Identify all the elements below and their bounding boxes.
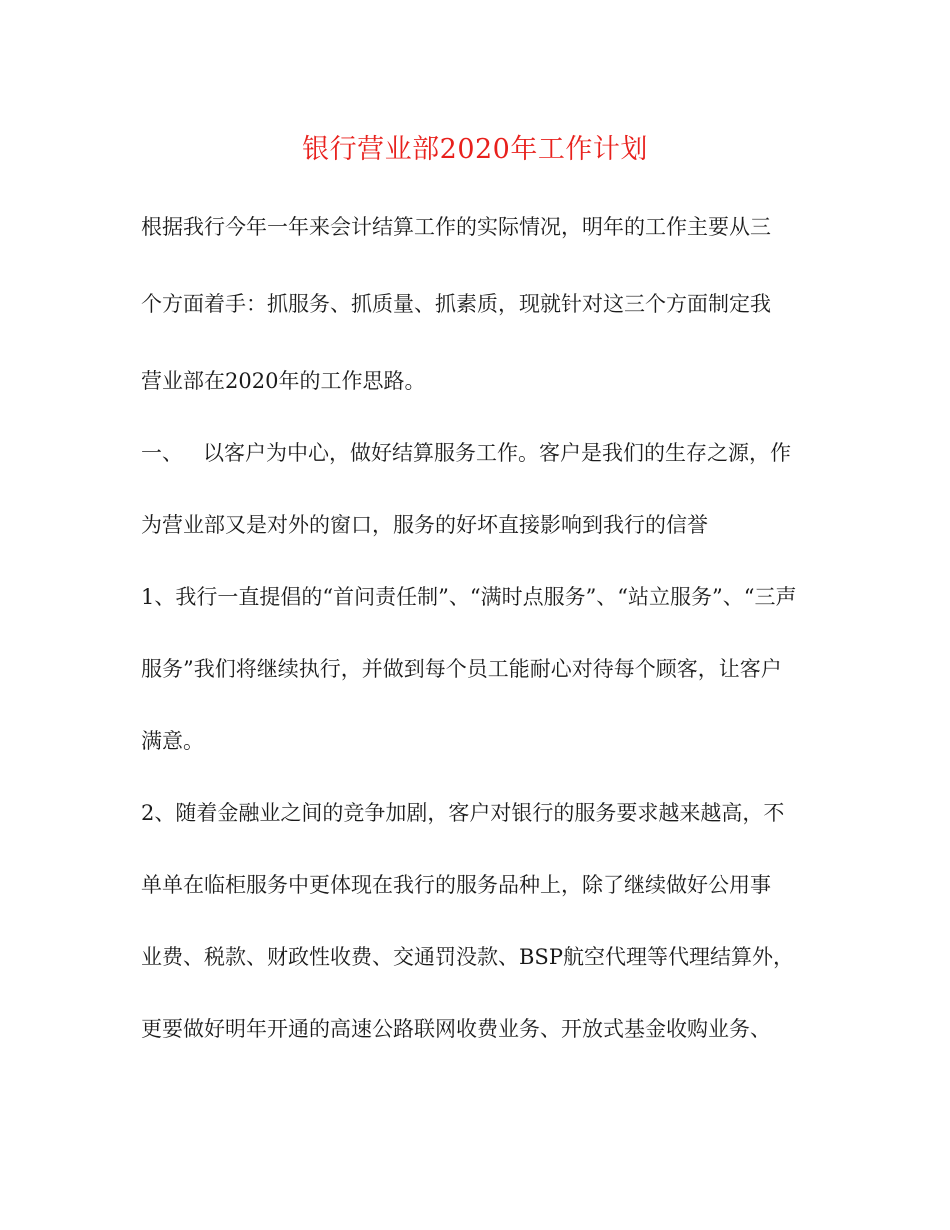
body-line: 服务”我们将继续执行，并做到每个员工能耐心对待每个顾客，让客户 <box>141 657 782 681</box>
body-line: 业费、税款、财政性收费、交通罚没款、BSP航空代理等代理结算外， <box>141 945 794 969</box>
body-line: 2、随着金融业之间的竞争加剧，客户对银行的服务要求越来越高，不 <box>141 801 785 825</box>
body-line: 为营业部又是对外的窗口，服务的好坏直接影响到我行的信誉 <box>141 513 708 537</box>
body-line: 1、我行一直提倡的“首问责任制”、“满时点服务”、“站立服务”、“三声 <box>141 585 797 609</box>
body-line: 单单在临柜服务中更体现在我行的服务品种上，除了继续做好公用事 <box>141 873 771 897</box>
document-title: 银行营业部2020年工作计划 <box>302 134 648 165</box>
body-line: 满意。 <box>141 729 204 753</box>
body-line: 个方面着手：抓服务、抓质量、抓素质，现就针对这三个方面制定我 <box>141 292 771 316</box>
body-line: 营业部在2020年的工作思路。 <box>141 369 426 393</box>
body-line: 更要做好明年开通的高速公路联网收费业务、开放式基金收购业务、 <box>141 1017 771 1041</box>
body-line: 根据我行今年一年来会计结算工作的实际情况，明年的工作主要从三 <box>141 215 771 239</box>
body-line: 一、 以客户为中心，做好结算服务工作。客户是我们的生存之源，作 <box>141 441 792 465</box>
